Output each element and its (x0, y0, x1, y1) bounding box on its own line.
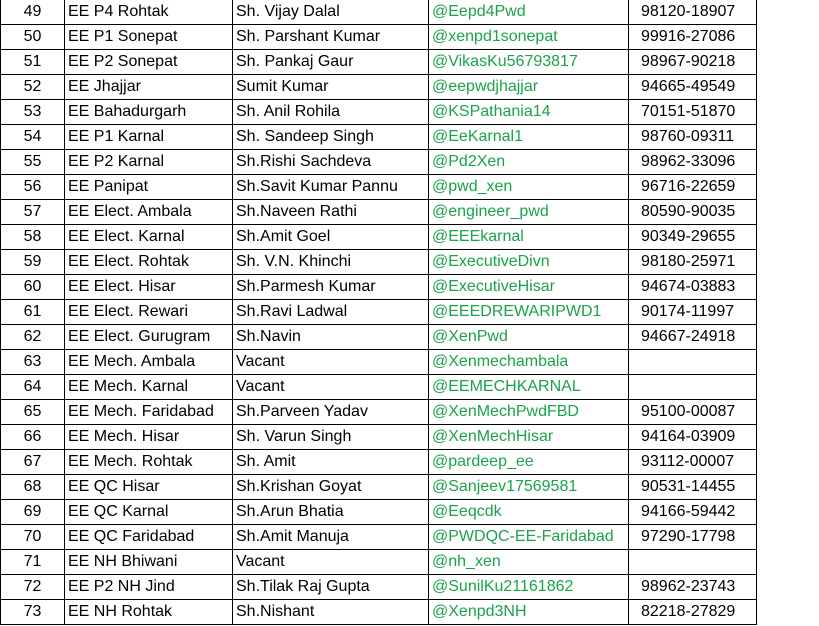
table-row (1, 0, 757, 25)
table-row (1, 350, 757, 375)
phone-number-cell[interactable]: 97290-17798 (629, 525, 757, 550)
officer-name-cell[interactable]: Sh.Amit Manuja (233, 525, 429, 550)
serial-number-cell[interactable]: 69 (1, 500, 65, 525)
twitter-handle-cell[interactable]: @Xenmechambala (429, 350, 629, 375)
table-body (1, 0, 757, 625)
table-row (1, 400, 757, 425)
twitter-handle-cell[interactable]: @engineer_pwd (429, 200, 629, 225)
serial-number-cell[interactable]: 68 (1, 475, 65, 500)
phone-number-cell[interactable] (629, 350, 757, 375)
phone-number-cell[interactable]: 90349-29655 (629, 225, 757, 250)
office-cell[interactable]: EE P4 Rohtak (65, 0, 233, 25)
office-cell[interactable]: EE Panipat (65, 175, 233, 200)
office-cell[interactable]: EE NH Rohtak (65, 600, 233, 625)
officer-name-cell[interactable]: Sh. Parshant Kumar (233, 25, 429, 50)
twitter-handle-cell[interactable]: @KSPathania14 (429, 100, 629, 125)
office-cell[interactable]: EE Elect. Rohtak (65, 250, 233, 275)
serial-number-cell[interactable]: 51 (1, 50, 65, 75)
twitter-handle-cell[interactable]: @nh_xen (429, 550, 629, 575)
serial-number-cell[interactable]: 64 (1, 375, 65, 400)
phone-number-cell[interactable]: 94166-59442 (629, 500, 757, 525)
twitter-handle-cell[interactable]: @Eeqcdk (429, 500, 629, 525)
table-row (1, 450, 757, 475)
twitter-handle-cell[interactable]: @XenMechHisar (429, 425, 629, 450)
serial-number-cell[interactable]: 57 (1, 200, 65, 225)
table-row (1, 25, 757, 50)
officer-name-cell[interactable]: Sh.Savit Kumar Pannu (233, 175, 429, 200)
office-cell[interactable]: EE P2 Karnal (65, 150, 233, 175)
serial-number-cell[interactable]: 67 (1, 450, 65, 475)
phone-number-cell[interactable]: 80590-90035 (629, 200, 757, 225)
twitter-handle-cell[interactable]: @pardeep_ee (429, 450, 629, 475)
serial-number-cell[interactable]: 56 (1, 175, 65, 200)
officer-name-cell[interactable]: Sh. Anil Rohila (233, 100, 429, 125)
twitter-handle-cell[interactable]: @EEEDREWARIPWD1 (429, 300, 629, 325)
officer-name-cell[interactable]: Sh.Krishan Goyat (233, 475, 429, 500)
phone-number-cell[interactable]: 98180-25971 (629, 250, 757, 275)
officer-name-cell[interactable]: Sh. Varun Singh (233, 425, 429, 450)
table-row (1, 600, 757, 625)
twitter-handle-cell[interactable]: @xenpd1sonepat (429, 25, 629, 50)
phone-number-cell[interactable]: 90531-14455 (629, 475, 757, 500)
table-row (1, 375, 757, 400)
serial-number-cell[interactable]: 65 (1, 400, 65, 425)
table-row (1, 250, 757, 275)
office-cell[interactable]: EE NH Bhiwani (65, 550, 233, 575)
serial-number-cell[interactable]: 63 (1, 350, 65, 375)
table-row (1, 225, 757, 250)
officer-name-cell[interactable]: Sh.Amit Goel (233, 225, 429, 250)
officer-name-cell[interactable]: Sh.Rishi Sachdeva (233, 150, 429, 175)
office-cell[interactable]: EE Elect. Hisar (65, 275, 233, 300)
twitter-handle-cell[interactable]: @EEEkarnal (429, 225, 629, 250)
table-row (1, 550, 757, 575)
twitter-handle-cell[interactable]: @ExecutiveHisar (429, 275, 629, 300)
phone-number-cell[interactable]: 94667-24918 (629, 325, 757, 350)
officer-name-cell[interactable]: Sh.Parmesh Kumar (233, 275, 429, 300)
twitter-handle-cell[interactable]: @Eepd4Pwd (429, 0, 629, 25)
serial-number-cell[interactable]: 73 (1, 600, 65, 625)
table-row (1, 175, 757, 200)
office-cell[interactable]: EE Jhajjar (65, 75, 233, 100)
twitter-handle-cell[interactable]: @EeKarnal1 (429, 125, 629, 150)
office-cell[interactable]: EE Elect. Rewari (65, 300, 233, 325)
office-cell[interactable]: EE P2 Sonepat (65, 50, 233, 75)
table-row (1, 200, 757, 225)
officer-name-cell[interactable]: Sh.Ravi Ladwal (233, 300, 429, 325)
table-row (1, 150, 757, 175)
table-row (1, 325, 757, 350)
serial-number-cell[interactable]: 58 (1, 225, 65, 250)
phone-number-cell[interactable] (629, 375, 757, 400)
table-row (1, 425, 757, 450)
twitter-handle-cell[interactable]: @VikasKu56793817 (429, 50, 629, 75)
serial-number-cell[interactable]: 54 (1, 125, 65, 150)
phone-number-cell[interactable]: 98962-33096 (629, 150, 757, 175)
serial-number-cell[interactable]: 70 (1, 525, 65, 550)
phone-number-cell[interactable]: 96716-22659 (629, 175, 757, 200)
serial-number-cell[interactable]: 59 (1, 250, 65, 275)
officer-name-cell[interactable]: Sh. Vijay Dalal (233, 0, 429, 25)
serial-number-cell[interactable]: 72 (1, 575, 65, 600)
serial-number-cell[interactable]: 55 (1, 150, 65, 175)
twitter-handle-cell[interactable]: @Pd2Xen (429, 150, 629, 175)
phone-number-cell[interactable]: 98120-18907 (629, 0, 757, 25)
twitter-handle-cell[interactable]: @EEMECHKARNAL (429, 375, 629, 400)
serial-number-cell[interactable]: 62 (1, 325, 65, 350)
table-row (1, 475, 757, 500)
twitter-handle-cell[interactable]: @XenMechPwdFBD (429, 400, 629, 425)
table-row (1, 575, 757, 600)
office-cell[interactable]: EE Mech. Rohtak (65, 450, 233, 475)
office-cell[interactable]: EE P1 Karnal (65, 125, 233, 150)
table-row (1, 125, 757, 150)
officer-name-cell[interactable]: Sh. Amit (233, 450, 429, 475)
phone-number-cell[interactable]: 94674-03883 (629, 275, 757, 300)
officer-name-cell[interactable]: Sh.Arun Bhatia (233, 500, 429, 525)
officer-name-cell[interactable]: Sh. V.N. Khinchi (233, 250, 429, 275)
officer-name-cell[interactable]: Vacant (233, 375, 429, 400)
phone-number-cell[interactable] (629, 550, 757, 575)
table-row (1, 75, 757, 100)
serial-number-cell[interactable]: 66 (1, 425, 65, 450)
officer-name-cell[interactable]: Sumit Kumar (233, 75, 429, 100)
twitter-handle-cell[interactable]: @Xenpd3NH (429, 600, 629, 625)
table-row (1, 525, 757, 550)
office-cell[interactable]: EE Elect. Ambala (65, 200, 233, 225)
phone-number-cell[interactable]: 98962-23743 (629, 575, 757, 600)
twitter-handle-cell[interactable]: @ExecutiveDivn (429, 250, 629, 275)
serial-number-cell[interactable]: 71 (1, 550, 65, 575)
serial-number-cell[interactable]: 50 (1, 25, 65, 50)
phone-number-cell[interactable]: 90174-11997 (629, 300, 757, 325)
twitter-handle-cell[interactable]: @SunilKu21161862 (429, 575, 629, 600)
phone-number-cell[interactable]: 70151-51870 (629, 100, 757, 125)
officer-name-cell[interactable]: Sh.Tilak Raj Gupta (233, 575, 429, 600)
phone-number-cell[interactable]: 93112-00007 (629, 450, 757, 475)
office-cell[interactable]: EE QC Faridabad (65, 525, 233, 550)
office-cell[interactable]: EE P1 Sonepat (65, 25, 233, 50)
table-row (1, 300, 757, 325)
officer-name-cell[interactable]: Vacant (233, 550, 429, 575)
table-row (1, 500, 757, 525)
office-cell[interactable]: EE Elect. Gurugram (65, 325, 233, 350)
office-cell[interactable]: EE Bahadurgarh (65, 100, 233, 125)
twitter-handle-cell[interactable]: @eepwdjhajjar (429, 75, 629, 100)
officer-name-cell[interactable]: Sh.Nishant (233, 600, 429, 625)
serial-number-cell[interactable]: 61 (1, 300, 65, 325)
officer-name-cell[interactable]: Sh.Naveen Rathi (233, 200, 429, 225)
officer-name-cell[interactable]: Sh. Pankaj Gaur (233, 50, 429, 75)
office-cell[interactable]: EE Elect. Karnal (65, 225, 233, 250)
phone-number-cell[interactable]: 94164-03909 (629, 425, 757, 450)
twitter-handle-cell[interactable]: @XenPwd (429, 325, 629, 350)
office-cell[interactable]: EE Mech. Karnal (65, 375, 233, 400)
office-cell[interactable]: EE Mech. Ambala (65, 350, 233, 375)
office-cell[interactable]: EE Mech. Faridabad (65, 400, 233, 425)
phone-number-cell[interactable]: 82218-27829 (629, 600, 757, 625)
phone-number-cell[interactable]: 98760-09311 (629, 125, 757, 150)
phone-number-cell[interactable]: 95100-00087 (629, 400, 757, 425)
officer-name-cell[interactable]: Sh.Navin (233, 325, 429, 350)
serial-number-cell[interactable]: 49 (1, 0, 65, 25)
twitter-handle-cell[interactable]: @Sanjeev17569581 (429, 475, 629, 500)
table-row (1, 50, 757, 75)
table-row (1, 100, 757, 125)
serial-number-cell[interactable]: 52 (1, 75, 65, 100)
office-cell[interactable]: EE Mech. Hisar (65, 425, 233, 450)
table-row (1, 275, 757, 300)
twitter-handle-cell[interactable]: @pwd_xen (429, 175, 629, 200)
officer-name-cell[interactable]: Sh.Parveen Yadav (233, 400, 429, 425)
phone-number-cell[interactable]: 98967-90218 (629, 50, 757, 75)
phone-number-cell[interactable]: 99916-27086 (629, 25, 757, 50)
phone-number-cell[interactable]: 94665-49549 (629, 75, 757, 100)
office-cell[interactable]: EE QC Karnal (65, 500, 233, 525)
officer-name-cell[interactable]: Vacant (233, 350, 429, 375)
serial-number-cell[interactable]: 53 (1, 100, 65, 125)
office-cell[interactable]: EE QC Hisar (65, 475, 233, 500)
officer-name-cell[interactable]: Sh. Sandeep Singh (233, 125, 429, 150)
twitter-handle-cell[interactable]: @PWDQC-EE-Faridabad (429, 525, 629, 550)
serial-number-cell[interactable]: 60 (1, 275, 65, 300)
office-cell[interactable]: EE P2 NH Jind (65, 575, 233, 600)
